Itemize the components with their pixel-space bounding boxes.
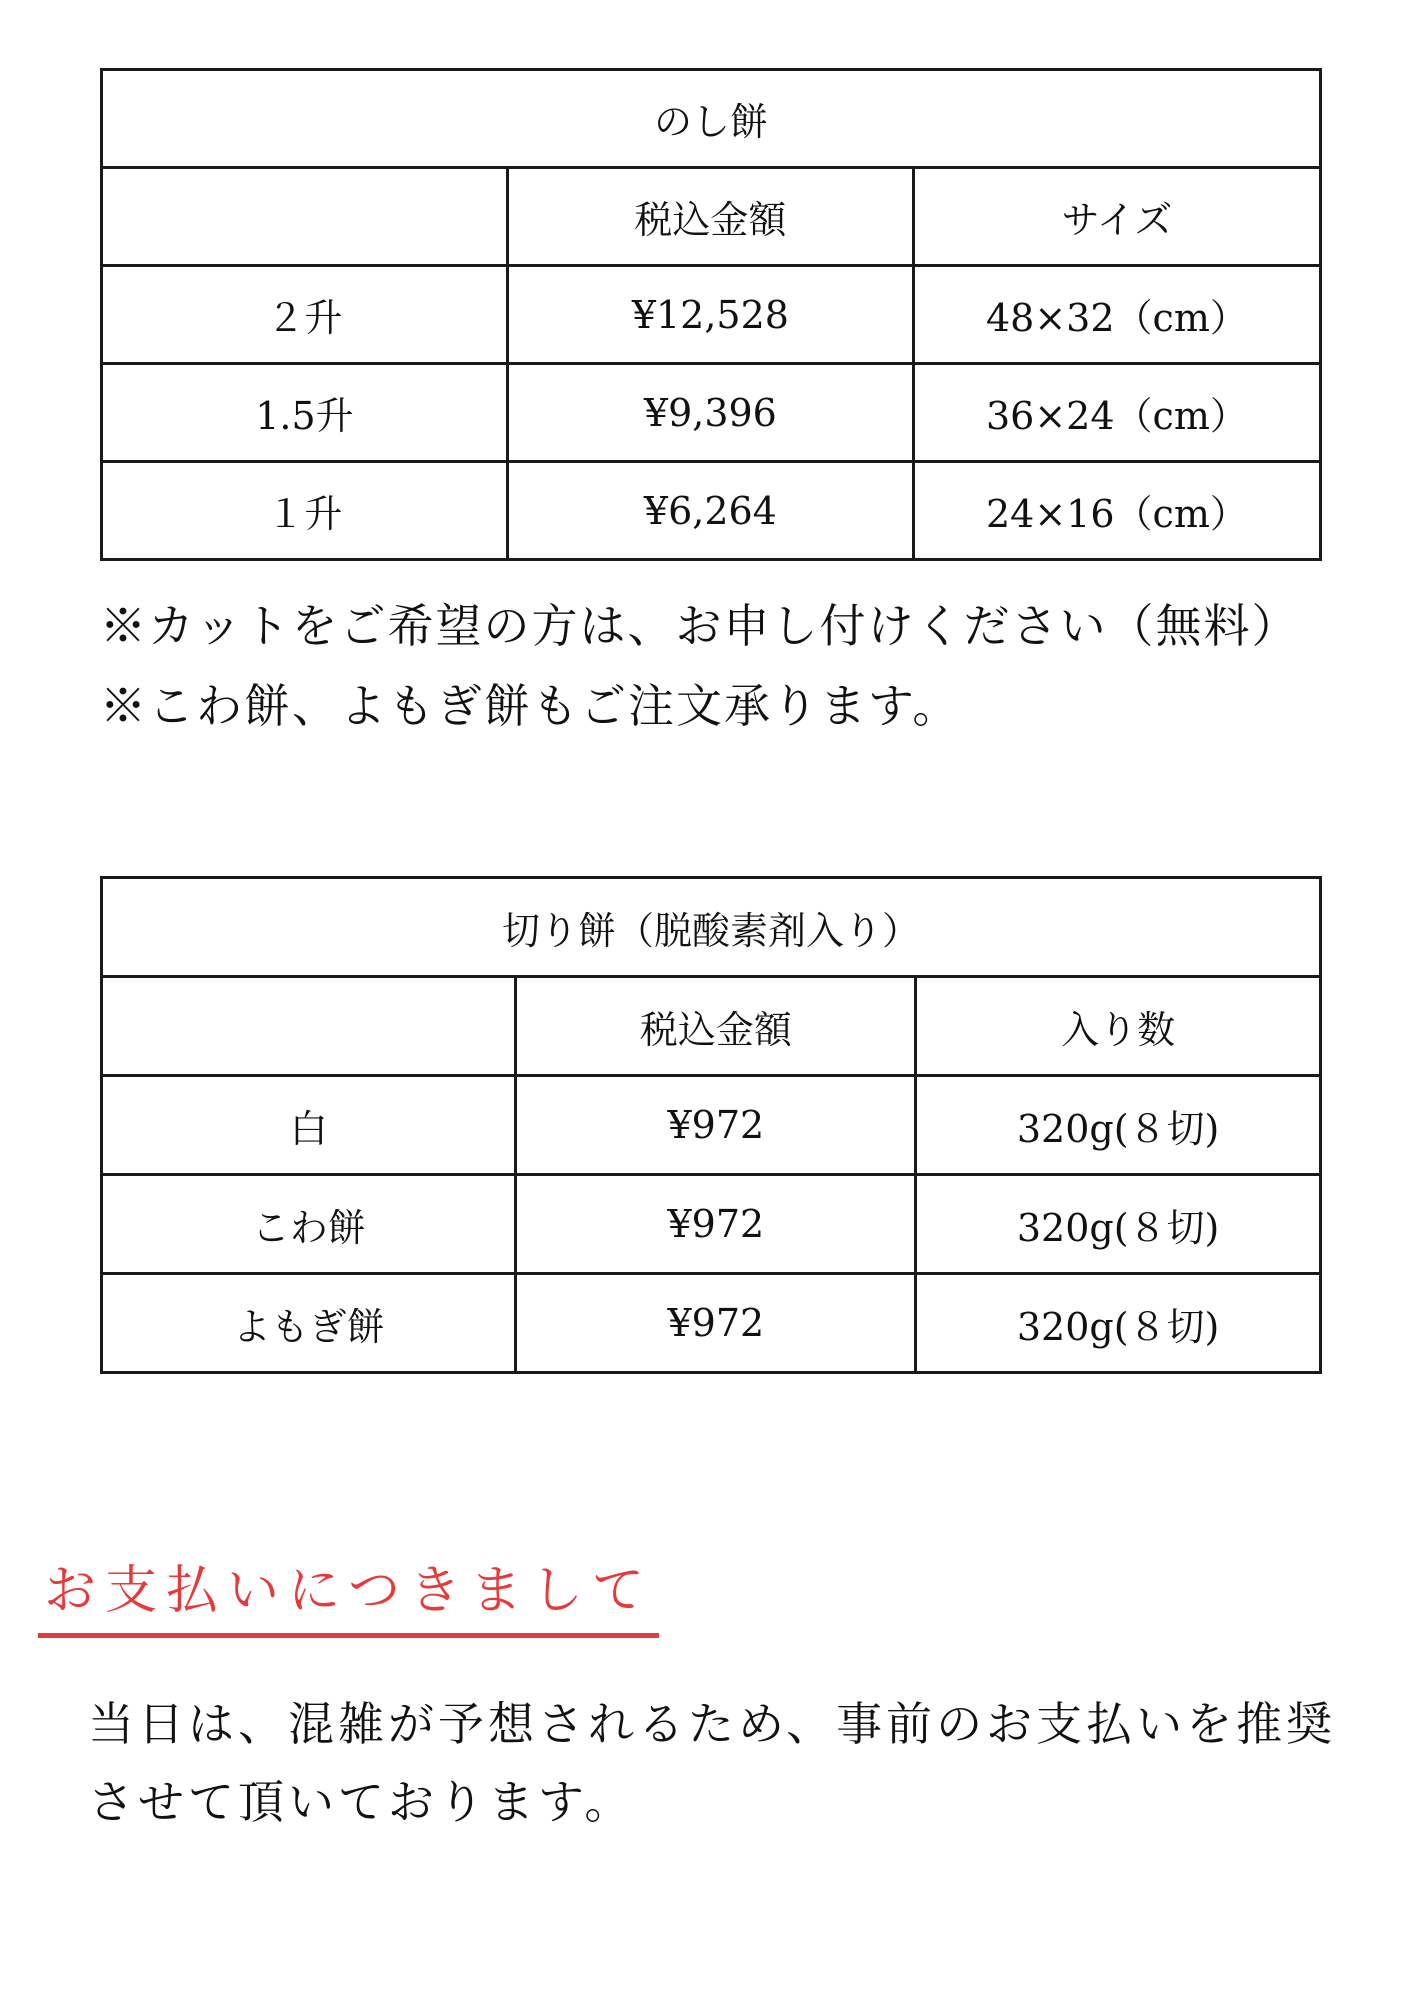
size-cell: 24×16（cm） [913, 462, 1320, 560]
payment-heading: お支払いにつきまして [38, 1548, 659, 1638]
order-note: ※こわ餅、よもぎ餅もご注文承ります。 [100, 679, 961, 733]
row-label: １升 [102, 462, 508, 560]
row-label: よもぎ餅 [102, 1274, 516, 1373]
table-title-row [102, 878, 1321, 977]
size-cell: 48×32（cm） [913, 266, 1320, 364]
table-row [102, 1076, 1321, 1175]
row-label: こわ餅 [102, 1175, 516, 1274]
quantity-cell: 320g(８切) [916, 1076, 1321, 1175]
size-cell: 36×24（cm） [913, 364, 1320, 462]
column-header-price: 税込金額 [507, 168, 913, 266]
price-cell: ¥12,528 [507, 266, 913, 364]
quantity-cell: 320g(８切) [916, 1274, 1321, 1373]
table-header-row [102, 977, 1321, 1076]
table-row [102, 1175, 1321, 1274]
price-cell: ¥9,396 [507, 364, 913, 462]
row-label: 白 [102, 1076, 516, 1175]
price-cell: ¥6,264 [507, 462, 913, 560]
quantity-cell: 320g(８切) [916, 1175, 1321, 1274]
row-label: 1.5升 [102, 364, 508, 462]
column-header [102, 977, 516, 1076]
table-title-row [102, 70, 1321, 168]
row-label: ２升 [102, 266, 508, 364]
table-title: 切り餅（脱酸素剤入り） [102, 878, 1321, 977]
column-header [102, 168, 508, 266]
table-row [102, 364, 1321, 462]
price-cell: ¥972 [516, 1076, 916, 1175]
payment-paragraph-line: させて頂いております。 [88, 1775, 635, 1829]
table-row [102, 1274, 1321, 1373]
noshi-mochi-price-table [100, 68, 1322, 561]
payment-paragraph-line: 当日は、混雑が予想されるため、事前のお支払いを推奨 [88, 1697, 1337, 1751]
column-header-quantity: 入り数 [916, 977, 1321, 1076]
kiri-mochi-price-table [100, 876, 1322, 1374]
table-header-row [102, 168, 1321, 266]
table-title: のし餅 [102, 70, 1321, 168]
price-cell: ¥972 [516, 1175, 916, 1274]
price-cell: ¥972 [516, 1274, 916, 1373]
column-header-size: サイズ [913, 168, 1320, 266]
table-row [102, 462, 1321, 560]
table-row [102, 266, 1321, 364]
cut-service-note: ※カットをご希望の方は、お申し付けください（無料） [100, 599, 1300, 653]
column-header-price: 税込金額 [516, 977, 916, 1076]
